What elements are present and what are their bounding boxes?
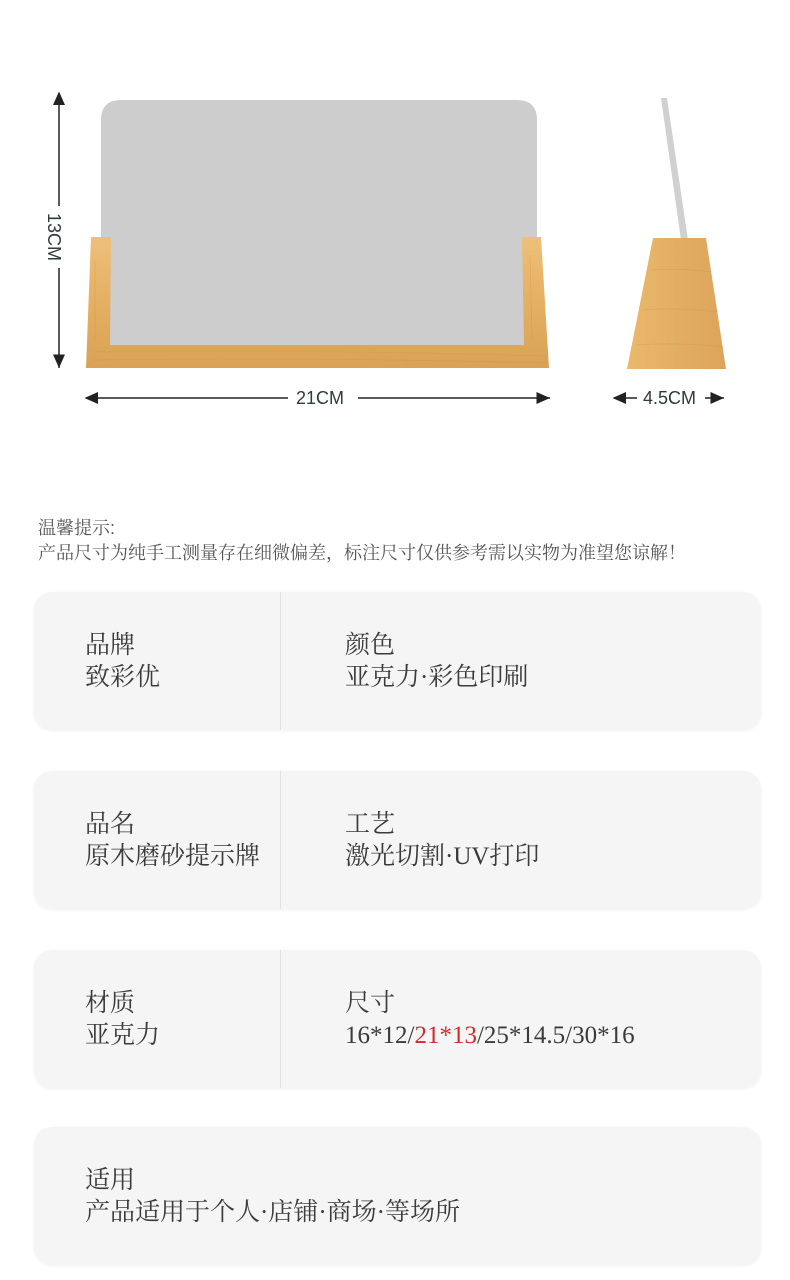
- warm-tip: [38, 516, 686, 566]
- craft-label: 工艺: [345, 811, 396, 838]
- card-divider: [280, 950, 281, 1088]
- usage-value: 产品适用于个人·店铺·商场·等场所: [85, 1199, 460, 1226]
- product-dimension-diagram: [0, 0, 790, 440]
- material-label: 材质: [85, 990, 136, 1017]
- usage-label: 适用: [85, 1167, 136, 1194]
- usage-cell: [85, 1165, 460, 1229]
- size-value: [345, 1020, 635, 1052]
- warm-tip-title: 温馨提示:: [38, 518, 116, 538]
- acrylic-side: [661, 98, 688, 240]
- spec-card-brand-color: [34, 592, 761, 730]
- brand-value: 致彩优: [85, 664, 161, 691]
- material-value: 亚克力: [85, 1022, 161, 1049]
- material-cell: [85, 988, 160, 1052]
- dimension-drawing: [0, 0, 790, 440]
- size-value-part1: 16*12/: [345, 1022, 415, 1049]
- spec-card-usage: [34, 1127, 761, 1265]
- width-dimension-label: 21CM: [290, 388, 350, 408]
- size-value-part2: /25*14.5/30*16: [476, 1022, 635, 1049]
- warm-tip-text: 产品尺寸为纯手工测量存在细微偏差，标注尺寸仅供参考需以实物为准望您谅解！: [38, 543, 686, 563]
- card-divider: [280, 771, 281, 909]
- height-dimension-label: 13CM: [44, 212, 65, 262]
- color-label: 颜色: [345, 632, 396, 659]
- craft-value: 激光切割·UV打印: [345, 843, 540, 870]
- brand-cell: [85, 630, 160, 694]
- color-value: 亚克力·彩色印刷: [345, 664, 529, 691]
- size-label: 尺寸: [345, 990, 396, 1017]
- wood-base-side: [627, 238, 726, 369]
- size-cell: [345, 988, 635, 1052]
- size-value-highlight: 21*13: [414, 1022, 477, 1049]
- product-name-cell: [85, 809, 260, 873]
- acrylic-panel: [101, 100, 537, 345]
- spec-card-name-craft: [34, 771, 761, 909]
- color-cell: [345, 630, 528, 694]
- product-name-label: 品名: [85, 811, 136, 838]
- brand-label: 品牌: [85, 632, 136, 659]
- product-name-value: 原木磨砂提示牌: [85, 843, 261, 870]
- spec-card-material-size: [34, 950, 761, 1088]
- depth-dimension-label: 4.5CM: [637, 388, 702, 408]
- card-divider: [280, 592, 281, 730]
- craft-cell: [345, 809, 539, 873]
